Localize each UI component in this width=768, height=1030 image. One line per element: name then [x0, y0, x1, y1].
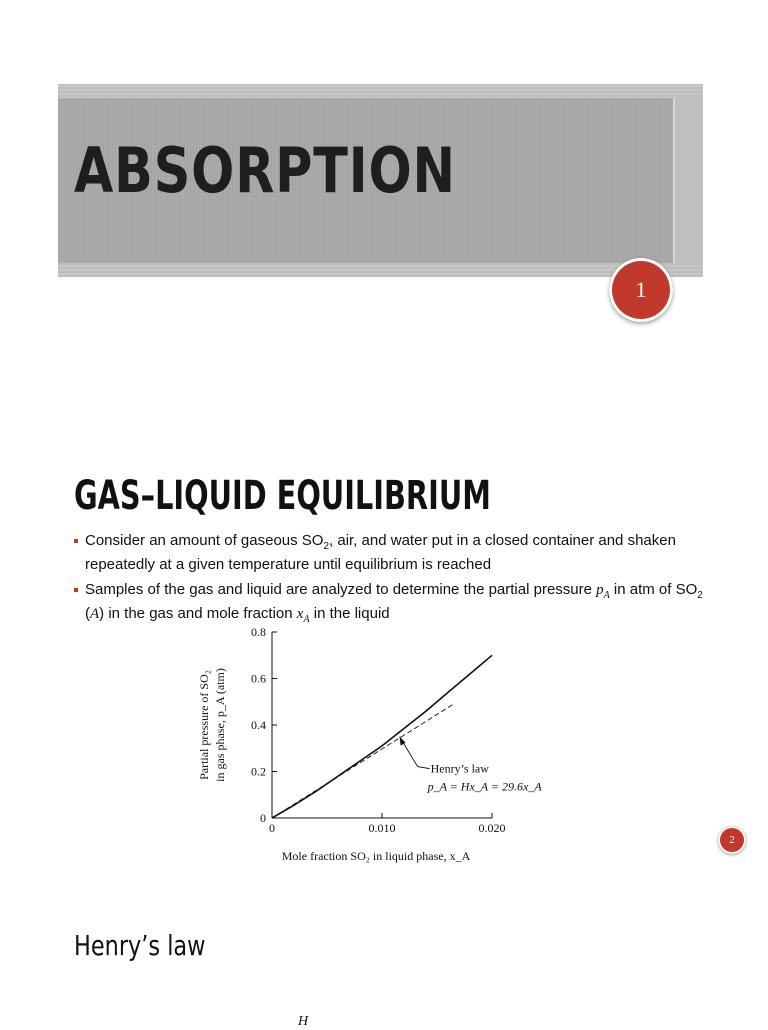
y-tick-label: 0.6	[251, 671, 266, 686]
slide-number-badge-2: 2	[718, 826, 746, 854]
bullet2-text-c: (	[85, 605, 90, 622]
y-tick-label: 0.2	[251, 764, 266, 779]
annotation-equation: p_A = Hx_A = 29.6x_A	[427, 779, 542, 794]
x-axis-title: Mole fraction SO₂ in liquid phase, x_A	[281, 849, 471, 863]
bullet2-pa-sub: A	[603, 590, 610, 601]
slide-number-badge: 1	[609, 258, 673, 322]
bullet2-text-a: Samples of the gas and liquid are analyzed to determine the partial pressure	[85, 581, 597, 598]
bullet2-text-e: in the liquid	[309, 605, 390, 622]
bullet2-text-b: in atm of SO	[609, 581, 698, 598]
bullet1-text-b: , air, and water put in a closed container and shaken repeatedly at a given temperature until equilibrium is reached	[85, 532, 676, 573]
y-axis-title-line1: Partial pressure of SO₂	[197, 670, 211, 780]
x-tick-label: 0.010	[368, 821, 396, 835]
slide-title: ABSORPTION	[74, 134, 456, 207]
cut-off-equation: H	[298, 1014, 309, 1029]
subheading-henrys-law: Henry’s law	[74, 929, 206, 962]
y-axis-title-line2: in gas phase, p_A (atm)	[213, 668, 227, 782]
bullet2-so2-sub: 2	[697, 590, 703, 601]
y-tick-label: 0.4	[251, 718, 266, 732]
henrys-law-line	[272, 704, 454, 818]
bullet2-xa: x	[296, 606, 304, 622]
bullet2-pa: p	[596, 582, 604, 598]
annotation-title: Henry’s law	[430, 761, 489, 776]
equilibrium-chart	[190, 618, 542, 870]
bullet2-xa-sub: A	[303, 614, 310, 625]
bullet2-A: A	[90, 606, 100, 622]
bullet-item	[74, 532, 714, 574]
bullet2-text-d: ) in the gas and mole fraction	[99, 605, 297, 622]
bullet1-text-a: Consider an amount of gaseous SO	[85, 532, 324, 549]
banner-side-strip	[673, 98, 703, 263]
bullet1-sub: 2	[323, 541, 330, 552]
y-tick-label: 0	[260, 811, 266, 825]
x-tick-label: 0	[269, 821, 275, 835]
x-tick-label: 0.020	[478, 821, 506, 835]
section-heading: GAS–LIQUID EQUILIBRIUM	[74, 473, 491, 519]
y-tick-label: 0.8	[251, 625, 266, 639]
